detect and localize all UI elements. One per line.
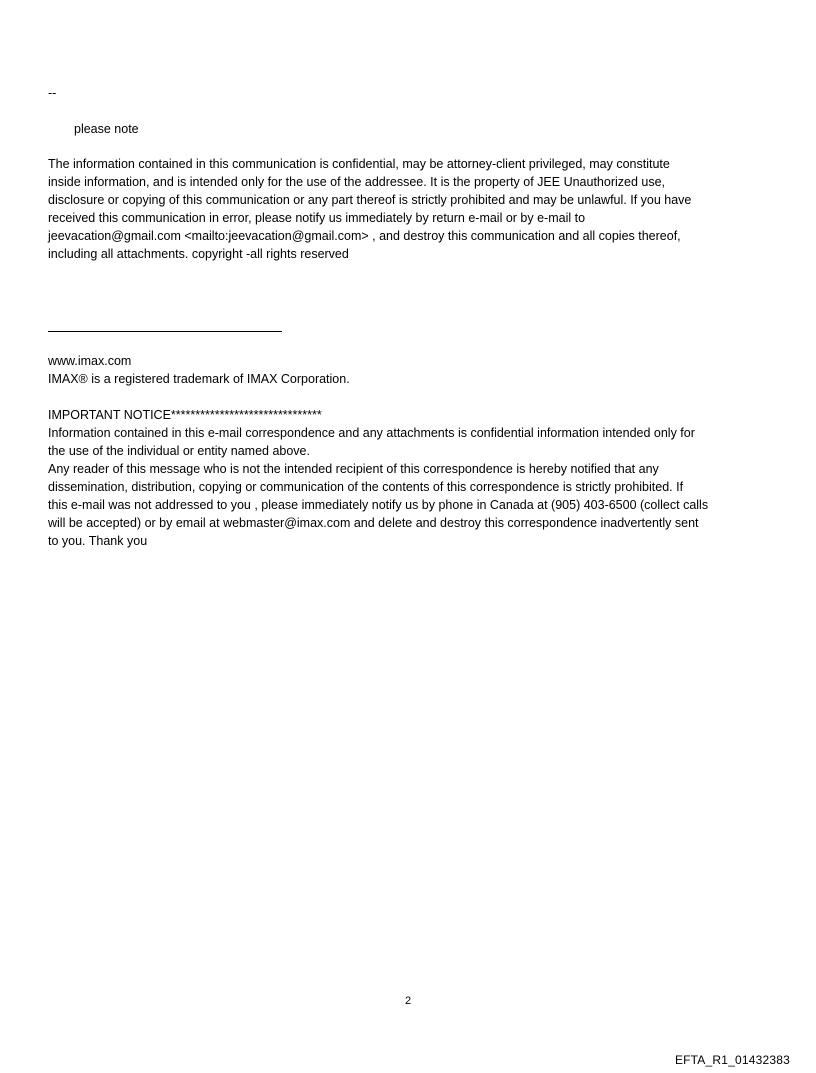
disclaimer-line: The information contained in this communication is confidential, may be attorney-client privileged, may constitute — [48, 157, 670, 171]
signature-separator: -- — [48, 86, 57, 100]
notice-line: the use of the individual or entity named above. — [48, 444, 310, 458]
notice-line: Any reader of this message who is not the intended recipient of this correspondence is hereby notified that any — [48, 462, 659, 476]
notice-line: dissemination, distribution, copying or communication of the contents of this correspondence is strictly prohibited. If — [48, 480, 684, 494]
page-number: 2 — [404, 995, 412, 1007]
disclaimer-line: disclosure or copying of this communication or any part thereof is strictly prohibited and may be unlawful. If you have — [48, 193, 692, 207]
imax-website-link[interactable]: www.imax.com — [48, 354, 132, 368]
please-note-label: please note — [74, 122, 139, 136]
notice-line: this e-mail was not addressed to you , please immediately notify us by phone in Canada at (905) 403-6500 (collect calls — [48, 498, 709, 512]
bates-number: EFTA_R1_01432383 — [674, 1053, 790, 1067]
notice-line: will be accepted) or by email at webmaster@imax.com and delete and destroy this correspondence inadvertently sent — [48, 516, 699, 530]
notice-line: Information contained in this e-mail correspondence and any attachments is confidential information intended only for — [48, 426, 695, 440]
imax-trademark-notice: IMAX® is a registered trademark of IMAX Corporation. — [48, 372, 350, 386]
disclaimer-line: received this communication in error, please notify us immediately by return e-mail or by e-mail to — [48, 211, 586, 225]
horizontal-rule — [48, 331, 282, 332]
notice-line: to you. Thank you — [48, 534, 148, 548]
notice-heading: IMPORTANT NOTICE******************************* — [48, 408, 322, 422]
disclaimer-line: including all attachments. copyright -all rights reserved — [48, 247, 349, 261]
jee-confidentiality-disclaimer — [48, 155, 768, 263]
disclaimer-line: jeevacation@gmail.com <mailto:jeevacation@gmail.com> , and destroy this communication and all copies thereof, — [48, 229, 681, 243]
disclaimer-line: inside information, and is intended only for the use of the addressee. It is the property of JEE Unauthorized use, — [48, 175, 666, 189]
imax-important-notice — [48, 406, 768, 550]
